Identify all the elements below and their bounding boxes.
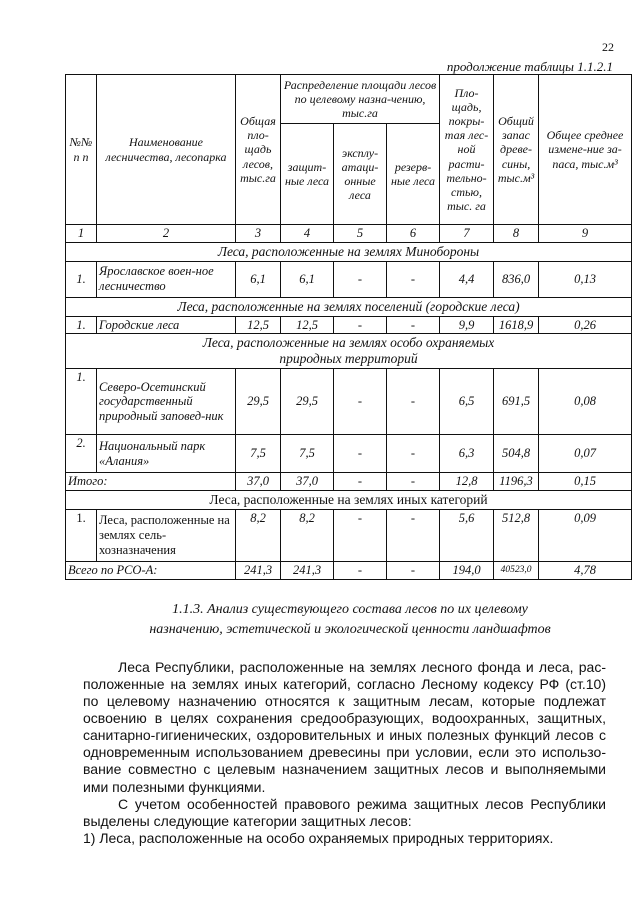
body-text — [83, 659, 606, 847]
grand-total-label: Всего по РСО-А: — [66, 561, 236, 579]
cell-protective: 6,1 — [281, 261, 334, 297]
page-number: 22 — [602, 40, 614, 54]
header-protective: защит-ные леса — [281, 124, 334, 225]
cell-stock: 836,0 — [494, 261, 539, 297]
cell-covered: 6,3 — [440, 435, 494, 473]
cell-covered: 12,8 — [440, 473, 494, 491]
cell-total: 8,2 — [236, 509, 281, 561]
colnum-3: 3 — [236, 225, 281, 243]
cell-exploitable: - — [334, 369, 387, 435]
cell-covered: 6,5 — [440, 369, 494, 435]
cell-exploitable: - — [334, 473, 387, 491]
paragraph-2: С учетом особенностей правового режима защитных лесов Республики выделены следующие категории защитных лесов: — [83, 795, 606, 829]
cell-total: 7,5 — [236, 435, 281, 473]
paragraph-3: 1) Леса, расположенные на особо охраняемых природных территориях. — [83, 829, 554, 846]
cell-change: 0,13 — [539, 261, 632, 297]
row-name: Леса, расположенные на землях сель-хозназначения — [97, 509, 236, 561]
cell-total: 241,3 — [236, 561, 281, 579]
cell-exploitable: - — [334, 261, 387, 297]
paragraph-1: Леса Республики, расположенные на землях лесного фонда и леса, рас-положенные на землях иных категорий, согласно Лесному кодексу РФ (ст.10) по целевому назначению относятся к защитным лесам, которые подлежат освоению в целях сохранения средообразующих, водоохранных, защитных, санитарно-гигиенических, оздоровительных и иных полезных функций лесов с одновременным использованием древесины при условии, если это использо-вание совместно с целевым назначением защитных лесов и выполняемыми ими полезными функциями. — [83, 659, 606, 795]
header-name: Наименование лесничества, лесопарка — [97, 75, 236, 225]
cell-total: 6,1 — [236, 261, 281, 297]
row-num: 2. — [66, 435, 97, 473]
section-other-categories: Леса, расположенные на землях иных категорий — [66, 490, 632, 509]
colnum-4: 4 — [281, 225, 334, 243]
header-covered: Пло-щадь, покры-тая лес-ной расти-тельно-стью, тыс. га — [440, 75, 494, 225]
row-num: 1. — [66, 509, 97, 561]
row-num: 1. — [66, 316, 97, 334]
colnum-5: 5 — [334, 225, 387, 243]
cell-covered: 194,0 — [440, 561, 494, 579]
header-reserve: резерв-ные леса — [387, 124, 440, 225]
colnum-2: 2 — [97, 225, 236, 243]
cell-stock: 1196,3 — [494, 473, 539, 491]
section-defense: Леса, расположенные на землях Минобороны — [66, 242, 632, 261]
cell-covered: 5,6 — [440, 509, 494, 561]
cell-covered: 4,4 — [440, 261, 494, 297]
section-heading — [60, 600, 640, 639]
row-name: Городские леса — [97, 316, 236, 334]
cell-change: 0,07 — [539, 435, 632, 473]
cell-total: 37,0 — [236, 473, 281, 491]
cell-covered: 9,9 — [440, 316, 494, 334]
cell-stock: 1618,9 — [494, 316, 539, 334]
cell-protective: 37,0 — [281, 473, 334, 491]
row-name: Национальный парк «Алания» — [97, 435, 236, 473]
header-num: №№ п п — [66, 75, 97, 225]
cell-change: 0,15 — [539, 473, 632, 491]
cell-reserve: - — [387, 316, 440, 334]
colnum-1: 1 — [66, 225, 97, 243]
cell-reserve: - — [387, 509, 440, 561]
cell-reserve: - — [387, 261, 440, 297]
row-name: Северо-Осетинский государственный природный заповед-ник — [97, 369, 236, 435]
cell-change: 0,08 — [539, 369, 632, 435]
cell-change: 0,09 — [539, 509, 632, 561]
cell-stock: 40523,0 — [494, 561, 539, 579]
cell-reserve: - — [387, 561, 440, 579]
cell-stock: 504,8 — [494, 435, 539, 473]
cell-stock: 691,5 — [494, 369, 539, 435]
section-settlements: Леса, расположенные на землях поселений (городские леса) — [66, 297, 632, 316]
colnum-6: 6 — [387, 225, 440, 243]
header-stock: Общий запас древе-сины, тыс.м³ — [494, 75, 539, 225]
colnum-7: 7 — [440, 225, 494, 243]
header-distribution: Распределение площади лесов по целевому назна-чению, тыс.га — [281, 75, 440, 124]
header-total: Общая пло-щадь лесов, тыс.га — [236, 75, 281, 225]
subtotal-label: Итого: — [66, 473, 236, 491]
heading-line-2: назначению, эстетической и экологической ценности ландшафтов — [149, 621, 551, 637]
cell-change: 4,78 — [539, 561, 632, 579]
cell-exploitable: - — [334, 561, 387, 579]
row-name: Ярославское воен-ное лесничество — [97, 261, 236, 297]
cell-protective: 7,5 — [281, 435, 334, 473]
heading-line-1: 1.1.3. Анализ существующего состава лесов по их целевому — [172, 602, 528, 617]
row-num: 1. — [66, 261, 97, 297]
cell-protective: 12,5 — [281, 316, 334, 334]
table-continuation-caption: продолжение таблицы 1.1.2.1 — [446, 59, 613, 74]
cell-exploitable: - — [334, 509, 387, 561]
cell-reserve: - — [387, 473, 440, 491]
cell-protective: 29,5 — [281, 369, 334, 435]
cell-total: 12,5 — [236, 316, 281, 334]
forest-table — [65, 74, 632, 580]
cell-reserve: - — [387, 369, 440, 435]
cell-exploitable: - — [334, 316, 387, 334]
cell-change: 0,26 — [539, 316, 632, 334]
cell-protective: 241,3 — [281, 561, 334, 579]
cell-reserve: - — [387, 435, 440, 473]
cell-exploitable: - — [334, 435, 387, 473]
header-exploitable: эксплу-атаци-онные леса — [334, 124, 387, 225]
cell-total: 29,5 — [236, 369, 281, 435]
cell-stock: 512,8 — [494, 509, 539, 561]
colnum-8: 8 — [494, 225, 539, 243]
cell-protective: 8,2 — [281, 509, 334, 561]
section-protected: Леса, расположенные на землях особо охраняемых природных территорий — [66, 334, 632, 369]
row-num: 1. — [66, 369, 97, 435]
colnum-9: 9 — [539, 225, 632, 243]
header-change: Общее среднее измене-ние за-паса, тыс.м³ — [539, 75, 632, 225]
